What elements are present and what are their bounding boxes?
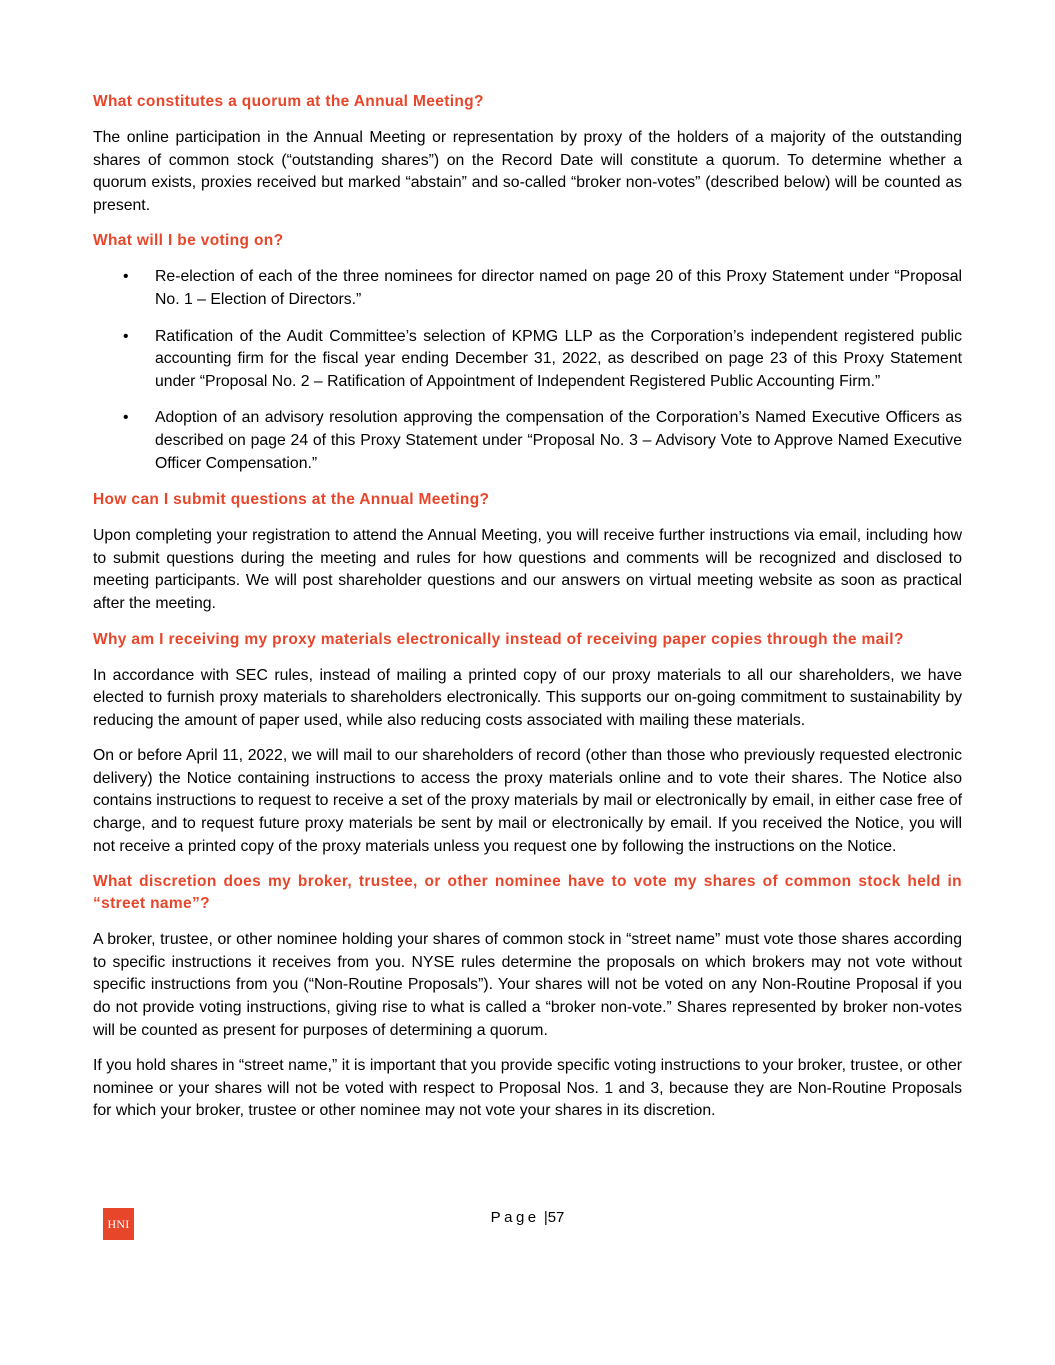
paragraph: The online participation in the Annual Meeting or representation by proxy of the holders of a majority of the outstanding shares of common stock (“outstanding shares”) on the Record Date will constitute a quorum. To determine whether a quorum exists, proxies received but marked “abstain” and so-called “broker non-votes” (described below) will be counted as present. xyxy=(93,129,962,214)
section-heading-broker-discretion: What discretion does my broker, trustee, or other nominee have to vote my shares of common stock held in “street name”? xyxy=(93,873,962,913)
paragraph: In accordance with SEC rules, instead of mailing a printed copy of our proxy materials to all our shareholders, we have elected to furnish proxy materials to shareholders electronically. This supports our on-going commitment to sustainability by reducing the amount of paper used, while also reducing costs associated with mailing these materials. xyxy=(93,666,962,729)
page-label: Page xyxy=(490,1209,540,1226)
bullet-icon: • xyxy=(123,327,129,345)
paragraph: A broker, trustee, or other nominee holding your shares of common stock in “street name” must vote those shares according to specific instructions it receives from you. NYSE rules determine the proposals on which brokers may not vote without specific instructions from you (“Non-Routine Proposals”). Your shares will not be voted on any Non-Routine Proposal if you do not provide voting instructions, giving rise to what is called a “broker non-vote.” Shares represented by broker non-votes will be counted as present for purposes of determining a quorum. xyxy=(93,931,962,1039)
list-item-text: Re-election of each of the three nominees for director named on page 20 of this Proxy Statement under “Proposal No. 1 – Election of Directors.” xyxy=(155,268,962,308)
bullet-icon: • xyxy=(123,409,129,427)
list-item xyxy=(93,266,962,311)
document-page xyxy=(93,91,962,1136)
list-item xyxy=(93,326,962,394)
page-number-footer xyxy=(0,1209,1055,1226)
section-heading-voting-items: What will I be voting on? xyxy=(93,232,284,250)
list-item-text: Adoption of an advisory resolution approving the compensation of the Corporation’s Named Executive Officers as described on page 24 of this Proxy Statement under “Proposal No. 3 – Advisory Vote to Approve Named Executive Officer Compensation.” xyxy=(155,409,962,472)
paragraph: On or before April 11, 2022, we will mail to our shareholders of record (other than those who previously requested electronic delivery) the Notice containing instructions to access the proxy materials online and to vote their shares. The Notice also contains instructions to request to receive a set of the proxy materials by mail or electronically by email, in either case free of charge, and to request future proxy materials be sent by mail or electronically by email. If you received the Notice, you will not receive a printed copy of the proxy materials unless you request one by following the instructions on the Notice. xyxy=(93,747,962,855)
hni-logo: HNI xyxy=(103,1208,134,1240)
page-separator: | xyxy=(543,1209,548,1226)
paragraph: If you hold shares in “street name,” it is important that you provide specific voting instructions to your broker, trustee, or other nominee or your shares will not be voted with respect to Proposal Nos. 1 and 3, because they are Non-Routine Proposals for which your broker, trustee or other nominee may not vote your shares in its discretion. xyxy=(93,1057,962,1120)
section-heading-quorum: What constitutes a quorum at the Annual Meeting? xyxy=(93,93,484,110)
bullet-icon: • xyxy=(123,268,129,286)
proposal-list xyxy=(93,266,962,475)
section-heading-questions: How can I submit questions at the Annual Meeting? xyxy=(93,491,490,509)
section-heading-electronic-delivery: Why am I receiving my proxy materials electronically instead of receiving paper copies through the mail? xyxy=(93,630,904,648)
list-item xyxy=(93,407,962,475)
list-item-text: Ratification of the Audit Committee’s selection of KPMG LLP as the Corporation’s independent registered public accounting firm for the fiscal year ending December 31, 2022, as described on page 23 of this Proxy Statement under “Proposal No. 2 – Ratification of Appointment of Independent Registered Public Accounting Firm.” xyxy=(155,327,962,390)
paragraph: Upon completing your registration to attend the Annual Meeting, you will receive further instructions via email, including how to submit questions during the meeting and rules for how questions and comments will be recognized and disclosed to meeting participants. We will post shareholder questions and our answers on virtual meeting website as soon as practical after the meeting. xyxy=(93,527,962,612)
page-number: 57 xyxy=(547,1209,565,1226)
